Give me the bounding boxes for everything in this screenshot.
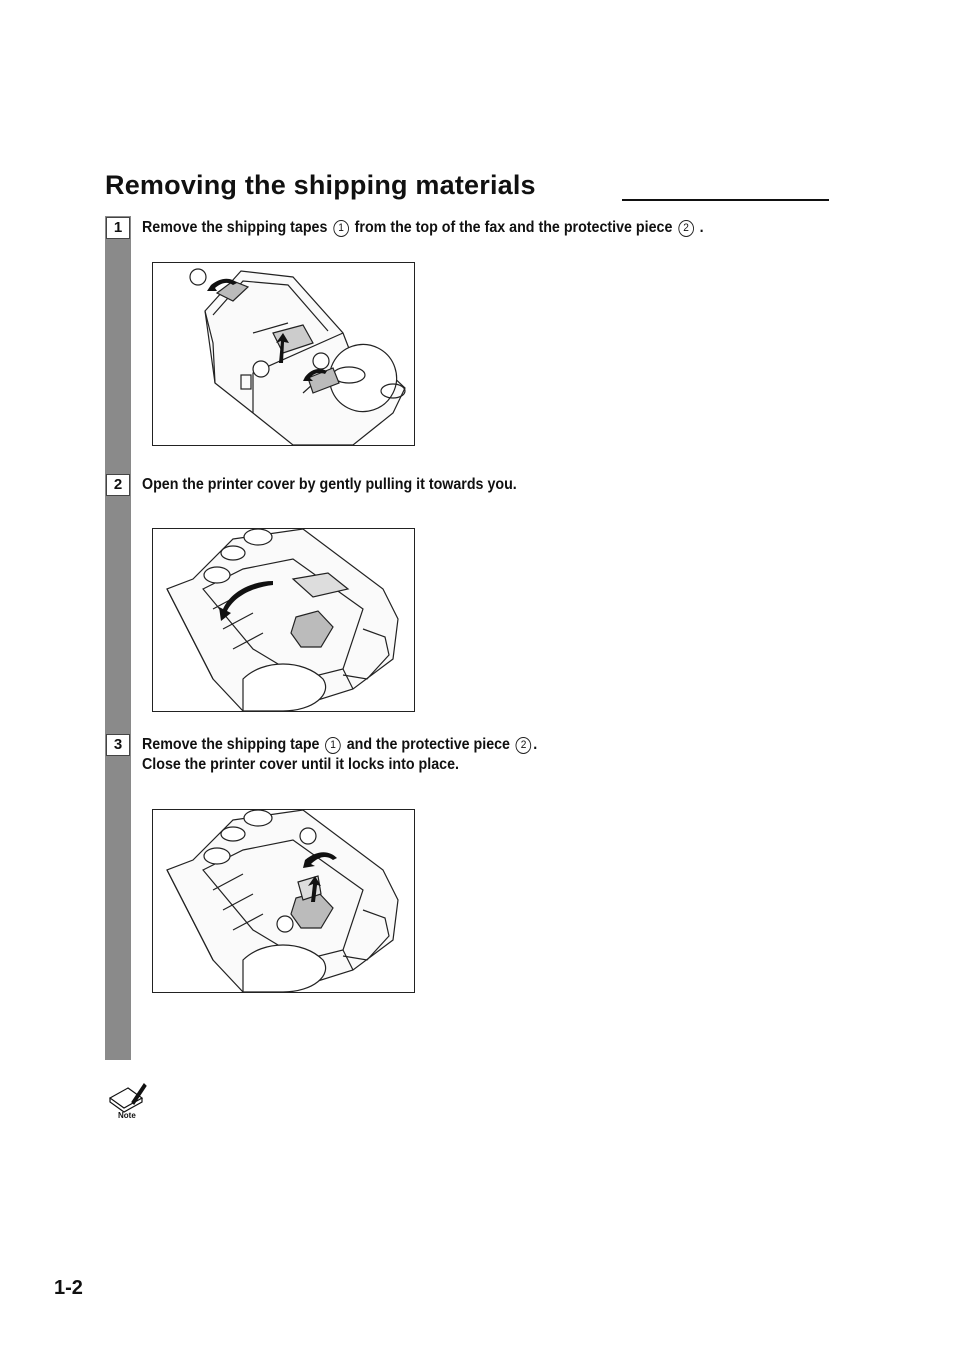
figure-open-cover: [152, 528, 415, 712]
step-2-text: Open the printer cover by gently pulling it towards you.: [142, 476, 517, 493]
fax-tape-illustration: [153, 810, 414, 992]
figure-remove-tape-close: [152, 809, 415, 993]
callout-marker-1: 1: [333, 220, 349, 237]
step-1-text-part: .: [695, 219, 704, 236]
fax-top-illustration: [153, 263, 414, 445]
page-number: 1-2: [54, 1277, 83, 1299]
step-3-text-part: Remove the shipping tape: [142, 736, 324, 753]
callout-marker-2: 2: [516, 737, 532, 754]
callout-marker-2: 2: [678, 220, 694, 237]
step-1-text-part: Remove the shipping tapes: [142, 219, 332, 236]
step-3-text-part: and the protective piece: [342, 736, 514, 753]
title-underline: [622, 199, 829, 201]
step-3-text-part: .: [533, 736, 538, 753]
step-1-number: 1: [106, 217, 130, 239]
note-label: Note: [118, 1111, 136, 1120]
step-1-text-part: from the top of the fax and the protective piece: [350, 219, 677, 236]
page-title: Removing the shipping materials: [105, 170, 536, 200]
step-3-number: 3: [106, 734, 130, 756]
step-sidebar: [105, 216, 131, 1060]
fax-open-illustration: [153, 529, 414, 711]
step-3-text-line2: Close the printer cover until it locks into place.: [142, 756, 459, 773]
figure-remove-tapes: [152, 262, 415, 446]
step-3-text: [142, 735, 537, 755]
step-2-number: 2: [106, 474, 130, 496]
step-1-text: [142, 218, 704, 238]
callout-marker-1: 1: [325, 737, 341, 754]
